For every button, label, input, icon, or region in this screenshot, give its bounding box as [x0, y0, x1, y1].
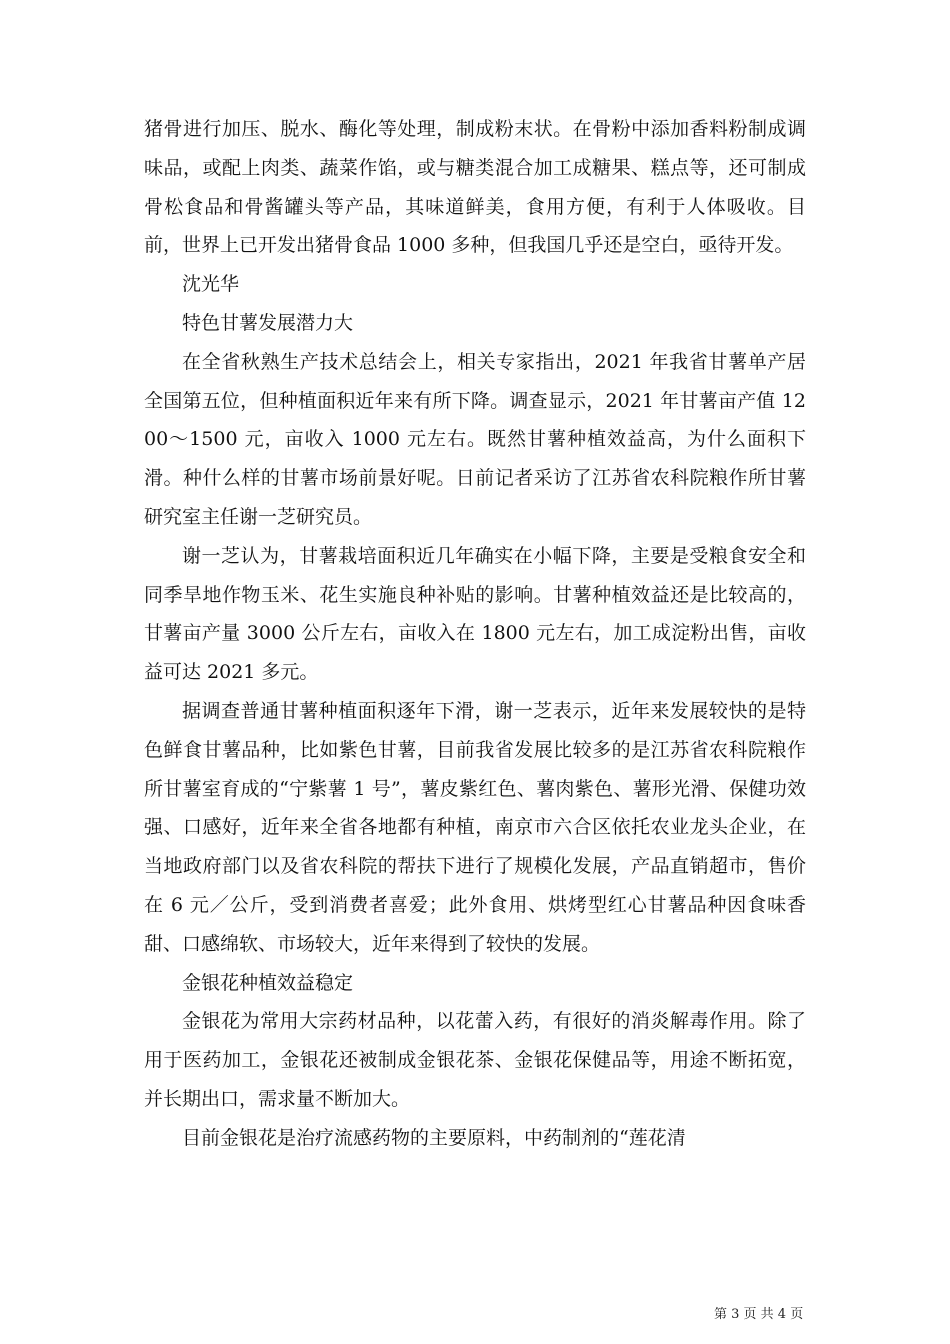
paragraph-sweet-potato-intro: 在全省秋熟生产技术总结会上，相关专家指出，2021 年我省甘薯单产居全国第五位，但种植面积近年来有所下降。调查显示，2021 年甘薯亩产值 1200～1500 元，亩收入 1000 元左右。既然甘薯种植效益高，为什么面积下滑。种什么样的甘薯市场前景好呢。日前记者采访了江苏省农科院粮作所甘薯研究室主任谢一芝研究员。	[144, 350, 806, 528]
paragraph-honeysuckle-flu: 目前金银花是治疗流感药物的主要原料，中药制剂的“莲花清	[182, 1126, 686, 1149]
paragraph-sweet-potato-varieties: 据调查普通甘薯种植面积逐年下滑，谢一芝表示，近年来发展较快的是特色鲜食甘薯品种，比如紫色甘薯，目前我省发展比较多的是江苏省农科院粮作所甘薯室育成的“宁紫薯 1 号”，薯皮紫红色、薯肉紫色、薯形光滑、保健功效强、口感好，近年来全省各地都有种植，南京市六合区依托农业龙头企业，在当地政府部门以及省农科院的帮扶下进行了规模化发展，产品直销超市，售价在 6 元／公斤，受到消费者喜爱；此外食用、烘烤型红心甘薯品种因食味香甜、口感绵软、市场较大，近年来得到了较快的发展。	[144, 699, 806, 955]
section-heading-honeysuckle: 金银花种植效益稳定	[182, 971, 354, 994]
page-number-footer: 第 3 页 共 4 页	[714, 1307, 804, 1322]
paragraph-honeysuckle-uses: 金银花为常用大宗药材品种，以花蕾入药，有很好的消炎解毒作用。除了用于医药加工，金银花还被制成金银花茶、金银花保健品等，用途不断拓宽，并长期出口，需求量不断加大。	[144, 1010, 806, 1110]
paragraph-sweet-potato-area: 谢一芝认为，甘薯栽培面积近几年确实在小幅下降，主要是受粮食安全和同季旱地作物玉米、花生实施良种补贴的影响。甘薯种植效益还是比较高的，甘薯亩产量 3000 公斤左右，亩收入在 1800 元左右，加工成淀粉出售，亩收益可达 2021 多元。	[144, 544, 806, 684]
section-heading-sweet-potato: 特色甘薯发展潜力大	[182, 311, 354, 334]
body-text	[144, 110, 806, 1158]
author-name: 沈光华	[182, 273, 240, 296]
paragraph-bone-food: 猪骨进行加压、脱水、酶化等处理，制成粉末状。在骨粉中添加香料粉制成调味品，或配上肉类、蔬菜作馅，或与糖类混合加工成糖果、糕点等，还可制成骨松食品和骨酱罐头等产品，其味道鲜美，食用方便，有利于人体吸收。目前，世界上已开发出猪骨食品 1000 多种，但我国几乎还是空白，亟待开发。	[144, 118, 806, 257]
